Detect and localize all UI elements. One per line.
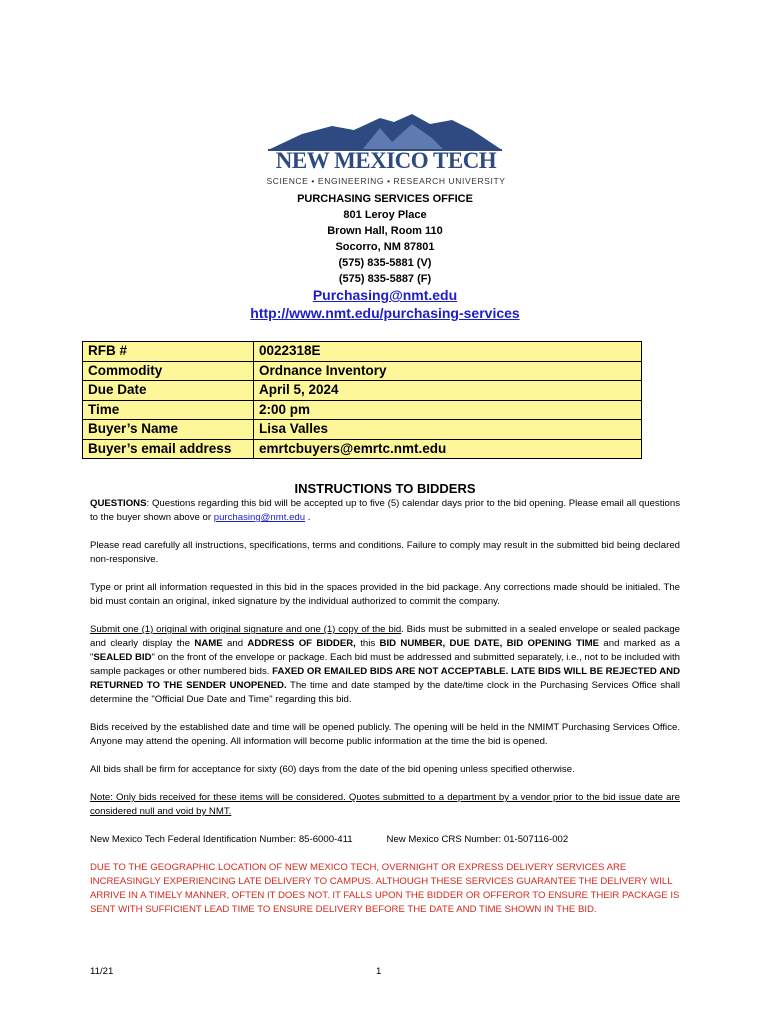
rfb-value: 0022318E <box>254 342 642 362</box>
instructions-heading: INSTRUCTIONS TO BIDDERS <box>294 481 476 496</box>
questions-email-link[interactable]: purchasing@nmt.edu <box>213 512 306 523</box>
mountain-icon <box>262 112 508 152</box>
nmt-logo <box>262 112 508 188</box>
crs-number: New Mexico CRS Number: 01-507116-002 <box>386 834 569 845</box>
phone-voice: (575) 835-5881 (V) <box>338 257 432 269</box>
type-or-print-paragraph: Type or print all information requested in this bid in the spaces provided in the bid package. Any corrections made should be initialed. The bid must contain an original, inked signature by the individual authorized to commit the company. <box>90 582 680 607</box>
questions-label: QUESTIONS <box>90 498 147 509</box>
phone-fax: (575) 835-5887 (F) <box>338 273 432 285</box>
instructions-body <box>90 497 680 931</box>
note-paragraph: Note: Only bids received for these items will be considered. Quotes submitted to a department by a vendor prior to the bid issue date are considered null and void by NMT. <box>90 792 680 817</box>
buyer-email-label: Buyer’s email address <box>83 439 254 459</box>
buyer-name-label: Buyer’s Name <box>83 420 254 440</box>
rfb-info-table <box>82 341 642 459</box>
page-number: 1 <box>376 966 382 977</box>
questions-paragraph: QUESTIONS: Questions regarding this bid will be accepted up to five (5) calendar days prior to the bid opening. Please email all questions to the buyer shown above or purchasing@nmt.edu . <box>90 498 680 523</box>
table-row <box>83 439 642 459</box>
time-label: Time <box>83 400 254 420</box>
revision-date: 11/21 <box>90 966 114 977</box>
address-line: Brown Hall, Room 110 <box>327 225 443 237</box>
office-title: PURCHASING SERVICES OFFICE <box>297 193 473 205</box>
submission-paragraph: Submit one (1) original with original signature and one (1) copy of the bid. Bids must be submitted in a sealed envelope or sealed package and clearly display the NAME and ADDRESS OF BIDDER, this BID NUMBER, DUE DATE, BID OPENING TIME and marked as a "SEALED BID" on the front of the envelope or package. Each bid must be addressed and submitted separately, i.e., not to be included with sample packages or other numbered bids. FAXED OR EMAILED BIDS ARE NOT ACCEPTABLE. LATE BIDS WILL BE REJECTED AND RETURNED TO THE SENDER UNOPENED. The time and date stamped by the date/time clock in the Purchasing Services Office shall determine the "Official Due Date and Time" regarding this bid. <box>90 624 681 705</box>
purchasing-website-link[interactable]: http://www.nmt.edu/purchasing-services <box>250 305 520 321</box>
table-row <box>83 361 642 381</box>
logo-tagline: SCIENCE • ENGINEERING • RESEARCH UNIVERSITY <box>266 176 506 186</box>
commodity-value: Ordnance Inventory <box>254 361 642 381</box>
table-row <box>83 381 642 401</box>
due-date-label: Due Date <box>83 381 254 401</box>
contact-links <box>0 286 770 322</box>
logo-name: NEW MEXICO TECH <box>275 148 497 173</box>
delivery-warning: DUE TO THE GEOGRAPHIC LOCATION OF NEW MEXICO TECH, OVERNIGHT OR EXPRESS DELIVERY SERVICES ARE INCREASINGLY EXPERIENCING LATE DELIVERY TO CAMPUS. ALTHOUGH THESE SERVICES GUARANTEE THE DELIVERY WILL ARRIVE IN A TIMELY MANNER, OFTEN IT DOES NOT. IT FALLS UPON THE BIDDER OR OFFEROR TO ENSURE THEIR PACKAGE IS SENT WITH SUFFICIENT LEAD TIME TO ENSURE DELIVERY BEFORE THE DATE AND TIME SHOWN IN THE BID. <box>90 862 680 915</box>
table-row <box>83 400 642 420</box>
due-date-value: April 5, 2024 <box>254 381 642 401</box>
read-carefully-paragraph: Please read carefully all instructions, specifications, terms and conditions. Failure to comply may result in the submitted bid being declared non-responsive. <box>90 540 680 565</box>
buyer-email-value: emrtcbuyers@emrtc.nmt.edu <box>254 439 642 459</box>
identification-numbers <box>90 833 680 847</box>
federal-id: New Mexico Tech Federal Identification Number: 85-6000-411 <box>90 834 353 845</box>
firm-acceptance-paragraph: All bids shall be firm for acceptance for sixty (60) days from the date of the bid opening unless specified otherwise. <box>90 764 575 775</box>
table-row <box>83 342 642 362</box>
commodity-label: Commodity <box>83 361 254 381</box>
address-line: Socorro, NM 87801 <box>335 241 435 253</box>
address-line: 801 Leroy Place <box>343 209 427 221</box>
office-address-block <box>0 191 770 287</box>
purchasing-email-link[interactable]: Purchasing@nmt.edu <box>312 287 458 303</box>
table-row <box>83 420 642 440</box>
buyer-name-value: Lisa Valles <box>254 420 642 440</box>
rfb-label: RFB # <box>83 342 254 362</box>
public-opening-paragraph: Bids received by the established date and time will be opened publicly. The opening will be held in the NMIMT Purchasing Services Office. Anyone may attend the opening. All information will become public information at the time the bid is opened. <box>90 722 680 747</box>
time-value: 2:00 pm <box>254 400 642 420</box>
